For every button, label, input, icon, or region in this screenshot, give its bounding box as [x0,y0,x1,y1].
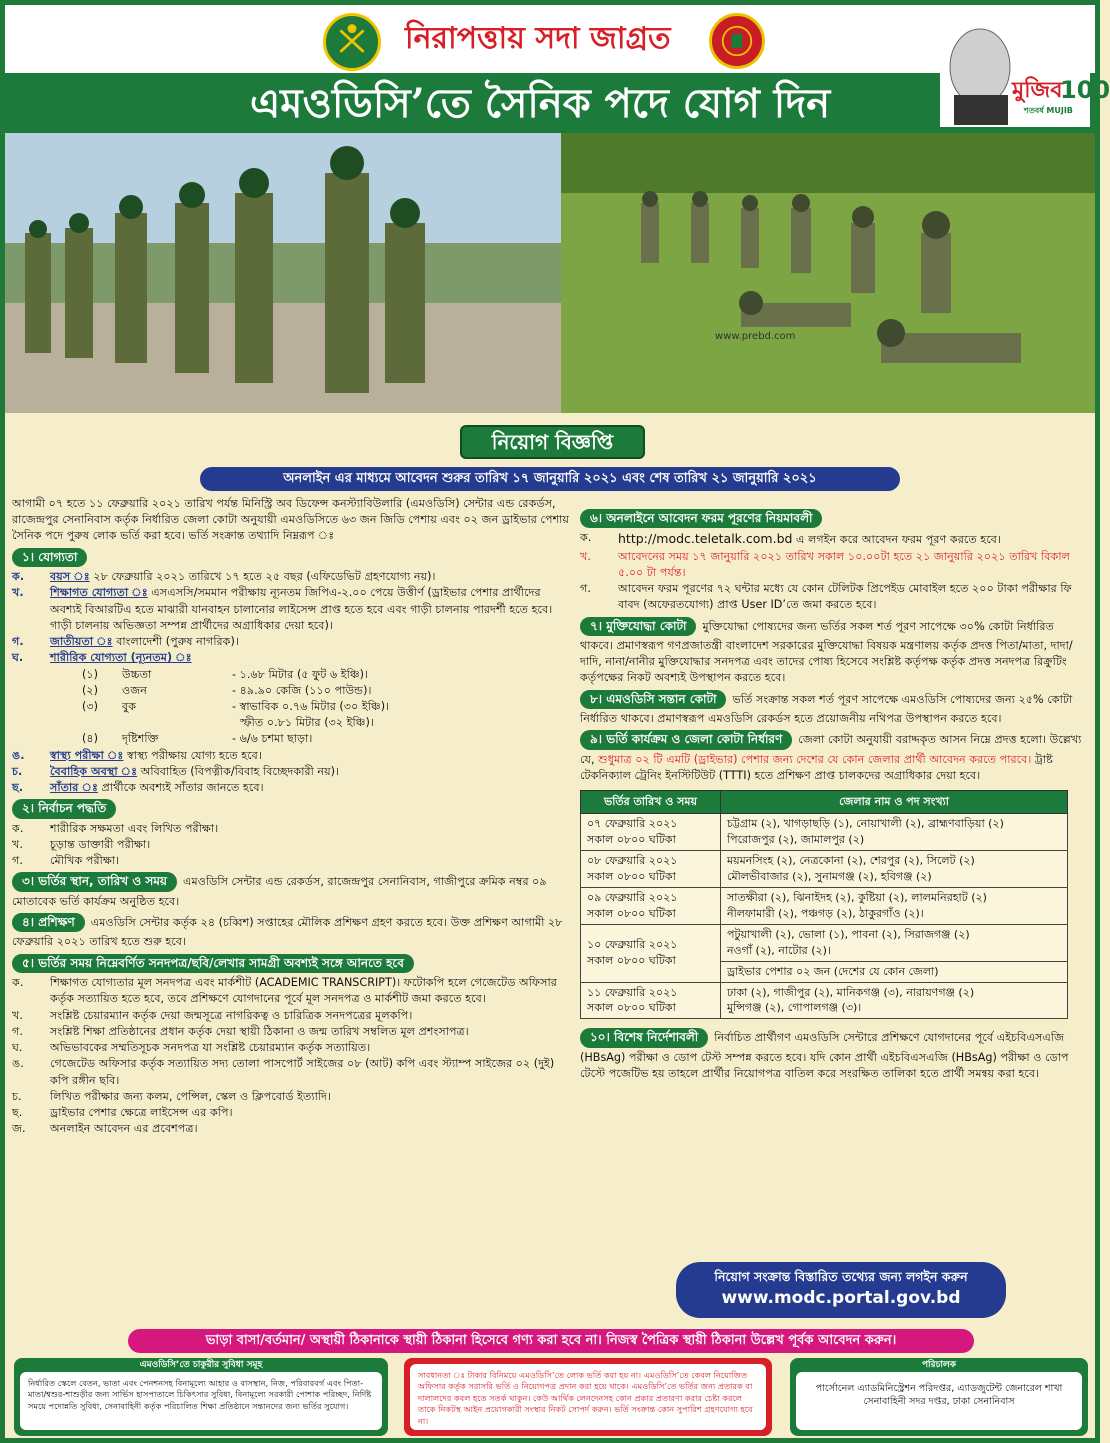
item-key: ছ. [12,1105,23,1119]
table-row [581,850,1068,887]
mujib-100-logo [940,15,1110,127]
item-text: স্বাস্থ্য পরীক্ষায় যোগ্য হতে হবে। [126,748,262,762]
list-item [12,650,572,666]
section-5-header: ৫। ভর্তির সময় নিম্নেবর্ণিত সনদপত্র/ছবি/লেখার সামগ্রী অবশ্যই সঙ্গে আনতে হবে [12,954,414,973]
item-label: বুক [122,699,137,713]
table-row [581,814,1068,851]
item-text: সংশ্লিষ্ট শিক্ষা প্রতিষ্ঠানের প্রধান কর্তৃক দেয়া স্থায়ী ঠিকানা ও জন্ম তারিখ সম্বলিত মূল প্রশংসাপত্র। [50,1024,469,1038]
portal-box [676,1262,1006,1318]
list-item [580,549,1088,581]
list-item [12,837,572,853]
notice-title-box [460,425,645,459]
section-4 [12,910,572,951]
table-cell-districts [721,850,1068,887]
item-text: প্রার্থীকে অবশ্যই সাঁতার জানতে হবে। [101,781,264,795]
list-item [12,634,572,650]
item-key: চ. [12,764,23,778]
section-10-header: ১০। বিশেষ নির্দেশাবলী [580,1028,708,1047]
section-9-header: ৯। ভর্তি কার্যক্রম ও জেলা কোটা নির্ধারণ [580,730,792,749]
table-header-districts: জেলার নাম ও পদ সংখ্যা [721,791,1068,814]
item-key: গ. [12,1024,23,1038]
row-districts: নওগাঁ (২), নাটোর (২)। [727,943,831,957]
table-cell-districts [721,982,1068,1019]
item-label: স্বাস্থ্য পরীক্ষা ঃ [50,748,124,762]
director-box [790,1358,1088,1436]
item-label: শারীরিক যোগ্যতা (ন্যূনতম) ঃ [50,651,192,665]
item-key: (১) [82,667,98,681]
item-key: ক. [12,821,24,835]
row-time: সকাল ০৮০০ ঘটিকা [587,954,676,968]
table-row [581,982,1068,1019]
table-cell-date [581,887,721,924]
row-time: সকাল ০৮০০ ঘটিকা [587,1001,676,1015]
list-item [580,530,1088,548]
table-cell-date [581,814,721,851]
section-8 [580,687,1088,728]
item-key: গ. [580,582,591,596]
item-key: ঘ. [12,651,24,665]
section-1-header: ১। যোগ্যতা [12,548,87,567]
row-districts: মুন্সিগঞ্জ (২), গোপালগঞ্জ (৩)। [727,1001,862,1015]
item-label: বয়স ঃ [50,570,90,584]
item-label: ওজন [122,683,147,697]
table-cell-districts [721,924,1068,961]
item-text: - ৪৯.৯০ কেজি (১১০ পাউন্ড)। [232,683,372,697]
table-cell-driver: ড্রাইভার পেশার ০২ জন (দেশের যে কোন জেলা) [721,961,1068,982]
physical-requirements [82,667,572,748]
section-4-header: ৪। প্রশিক্ষণ [12,913,85,932]
item-key: গ. [12,635,24,649]
section-3-text: এমওডিসি সেন্টার এন্ড রেকর্ডস, রাজেন্দ্রপুর সেনানিবাস, গাজীপুরে ক্রমিক নম্বর ০৯ মোতাবেক ভর্তি কার্যক্রম অনুষ্ঠিত হবে। [12,875,547,908]
portal-link[interactable]: www.modc.portal.gov.bd [721,1288,961,1309]
row-districts: নীলফামারী (২), পঞ্চগড় (২), ঠাকুরগাঁও (২)। [727,906,924,920]
row-time: সকাল ০৮০০ ঘটিকা [587,906,676,920]
row-date: ০৮ ফেব্রুয়ারি ২০২১ [587,853,678,867]
item-label: বৈবাহিক অবস্থা ঃ [50,764,138,778]
item-key: (৪) [82,732,98,746]
right-column [580,506,1088,1082]
section-10 [580,1025,1088,1082]
list-item [12,975,572,1007]
caution-box [404,1358,772,1436]
row-districts: পিরোজপুর (২), জামালপুর (২) [727,833,865,847]
item-text: - ১.৬৮ মিটার (৫ ফুট ৬ ইঞ্চি)। [232,667,368,681]
table-row [581,924,1068,961]
mujib-sub-text: শতবর্ষ MUJIB [1024,106,1073,115]
item-key: খ. [12,838,23,851]
selection-list [12,821,572,870]
list-item [82,715,572,731]
list-item [12,569,572,585]
row-districts: মৌলভীবাজার (২), সুনামগঞ্জ (২), হবিগঞ্জ (২) [727,869,932,883]
table-cell-date [581,850,721,887]
qualification-list [12,569,572,796]
item-text: শারীরিক সক্ষমতা এবং লিখিত পরীক্ষা। [50,821,219,835]
table-cell-date [581,924,721,982]
list-item [12,1121,572,1137]
row-districts: ময়মনসিংহ (২), নেত্রকোনা (২), শেরপুর (২), সিলেট (২) [727,853,975,867]
notice-title: নিয়োগ বিজ্ঞপ্তি [491,430,614,454]
modc-emblem-icon [709,13,765,69]
list-item [580,581,1088,613]
item-key: গ. [12,854,23,868]
row-districts: সাতক্ষীরা (২), ঝিনাইদহ (২), কুষ্টিয়া (২), লালমনিরহাট (২) [727,890,987,904]
item-text: এসএসসি/সমমান পরীক্ষায় ন্যূনতম জিপিএ-২.০০ পেয়ে উত্তীর্ণ (ড্রাইভার পেশার প্রার্থীদের অবশ্যই বিআরটিএ হতে মাঝারী যানবাহন চালানোর লাইসেন্স প্রাপ্ত হতে হবে এবং গাড়ী চালনায় পারদর্শী হতে হবে। গাড়ী চালনায় অভিজ্ঞতা সম্পন্ন প্রার্থীদের অগ্রাধিকার দেয়া হবে)। [50,586,553,632]
item-key: ছ. [12,781,24,795]
portal-text: নিয়োগ সংক্রান্ত বিস্তারিত তথ্যের জন্য লগইন করুন [714,1269,968,1284]
row-time: সকাল ০৮০০ ঘটিকা [587,833,676,847]
item-key: খ. [12,1008,23,1022]
row-districts: পটুয়াখালী (২), ভোলা (১), পাবনা (২), সিরাজগঞ্জ (২) [727,927,970,941]
section-9-text-b: ট্রাষ্ট টেকনিক্যাল ট্রেনিং ইনস্টিটিউট (TTTI) হতে প্রশিক্ষণ প্রাপ্ত চালকদের অগ্রাধিকার দেয়া হবে। [580,752,1053,782]
item-key: জ. [12,1122,26,1136]
photo-row [5,133,1095,413]
list-item [12,1056,572,1088]
row-districts: ঢাকা (২), গাজীপুর (২), মানিকগঞ্জ (৩), নারায়ণগঞ্জ (২) [727,985,975,999]
mujib-text: মুজিব [1012,77,1063,103]
item-key: (৩) [82,699,99,713]
director-line-1: পার্সোনেল এ্যাডমিনিস্ট্রেশন পরিদপ্তর, এ্যাডজুটেন্ট জেনারেল শাখা [815,1383,1063,1394]
section-9-highlight: শুধুমাত্র ০২ টি এমটি (ড্রাইভার) পেশার জন্য দেশের যে কোন জেলার প্রার্থী আবেদন করতে পারবে। [598,752,1032,766]
section-9 [580,727,1088,784]
item-text: বাংলাদেশী (পুরুষ নাগরিক)। [116,635,239,649]
list-item [12,1089,572,1105]
row-date: ০৭ ফেব্রুয়ারি ২০২১ [587,817,678,831]
director-line-2: সেনাবাহিনী সদর দপ্তর, ঢাকা সেনানিবাস [863,1396,1015,1408]
item-text: শিক্ষাগত যোগ্যতার মূল সনদপত্র এবং মার্কশীট (ACADEMIC TRANSCRIPT)। ফটোকপি হলে গেজেটেড অফিসার কর্তৃক সত্যায়িত হতে হবে, তবে প্রশিক্ষণে যোগদানের পূর্বে মূল সনদপত্র ও মার্কশীট জমা করতে হবে। [50,976,557,1006]
section-3-header: ৩। ভর্তির স্থান, তারিখ ও সময় [12,872,177,891]
table-cell-date [581,982,721,1019]
row-districts: চট্টগ্রাম (২), খাগড়াছড়ি (১), নোয়াখালী (২), ব্রাহ্মণবাড়িয়া (২) [727,817,1004,831]
benefits-text: নির্ধারিত স্কেলে বেতন, ভাতা এবং পেনশনসহ বিনামূল্যে আহার ও বাসস্থান, নিজ, পরিবারবর্গ এবং পিতা-মাতা/শ্বশুর-শাশুড়ীর জন্য সার্ভিস হাসপাতালে চিকিৎসার সুবিধা, বিনামূল্যে সরকারী পোশাক পরিচ্ছদ, নির্দিষ্ট সময়ে পদোন্নতি সুবিধা, সেনাবাহিনী কর্তৃক পরিচালিত শিক্ষা প্রতিষ্ঠানে সন্তানদের জন্য ভর্তির সুযোগ। [20,1372,382,1430]
item-text: মৌখিক পরীক্ষা। [50,854,120,868]
item-text: ২৮ ফেব্রুয়ারি ২০২১ তারিখে ১৭ হতে ২৫ বছর (এফিডেভিট গ্রহণযোগ্য নয়)। [93,570,436,584]
teletalk-link[interactable]: http://modc.teletalk.com.bd [618,531,793,547]
slogan: নিরাপত্তায় সদা জাগ্রত [405,21,671,56]
district-quota-table [580,790,1068,1019]
left-column [12,496,572,1137]
army-emblem-icon [323,13,381,71]
section-8-header: ৮। এমওডিসি সন্তান কোটা [580,690,726,709]
caution-text: সাবধানতা ঃ টাকার বিনিময়ে এমওডিসি’তে লোক ভর্তি করা হয় না। এমওডিসি’তে কেবল নিয়োজিত অফিসার কর্তৃক সরাসরি ভর্তি ও নিয়োগপত্র প্রদান করা হয়ে থাকে। এমওডিসি’তে ভর্তির জন্য প্রতারক বা দালালদের কবল হতে সতর্ক থাকুন। কেউ আর্থিক লেনদেনসহ কোন প্রকার প্রতারণা করার চেষ্টা করলে তাকে নিকটস্থ আইন প্রয়োগকারী সংস্থার নিকট সোপর্দ করুন। ভর্তি সংক্রান্ত কোন সুপারিশ গ্রহণযোগ্য হবে না। [410,1364,766,1430]
benefits-box [14,1358,388,1436]
section-6-header: ৬। অনলাইনে আবেদন ফরম পূরণের নিয়মাবলী [580,509,822,528]
section-8-text: ভর্তি সংক্রান্ত সকল শর্ত পূরণ সাপেক্ষে এমওডিসি পোষ্যদের জন্য ২৫% কোটা নির্ধারিত থাকবে। প্রমাণস্বরূপ এমওডিসি রেকর্ডস হতে প্রয়োজনীয় নথিপত্র উপস্থাপন করতে হবে। [580,692,1073,726]
item-text: অভিভাবকের সম্মতিসূচক সনদপত্র যা সংশ্লিষ্ট চেয়ারম্যান কর্তৃক সত্যায়িত। [50,1041,371,1055]
mujib-100-text: 100 [1060,76,1110,104]
director-address [796,1372,1082,1430]
list-item [12,1008,572,1024]
list-item [12,853,572,869]
table-header-row [581,791,1068,814]
list-item [12,1040,572,1056]
row-date: ০৯ ফেব্রুয়ারি ২০২১ [587,890,678,904]
item-text: লিখিত পরীক্ষার জন্য কলম, পেন্সিল, স্কেল ও ক্লিপবোর্ড ইত্যাদি। [50,1089,331,1103]
section-7-text: মুক্তিযোদ্ধা পোষ্যদের জন্য ভর্তির সকল শর্ত পূরণ সাপেক্ষে ৩০% কোটা নির্ধারিত থাকবে। প্রমাণস্বরূপ গণপ্রজাতন্ত্রী বাংলাদেশ সরকারের মুক্তিযোদ্ধা বিষয়ক মন্ত্রণালয় কর্তৃক প্রদত্ত পিতা/মাতা, দাদা/দাদি, নানা/নানীর মুক্তিযোদ্ধার সনদপত্র এবং তাদের পোষ্য হিসেবে সংশ্লিষ্ট কর্তৃপক্ষ কর্তৃক প্রদত্ত সনদপত্র রিক্রুটিং কর্তৃপক্ষের নিকট অবশ্যই উপস্থাপন করতে হবে। [580,619,1073,685]
list-item [12,1105,572,1121]
director-title: পরিচালক [921,1360,957,1370]
list-item [12,821,572,837]
list-item [82,731,572,747]
row-date: ১০ ফেব্রুয়ারি ২০২১ [587,938,678,952]
item-key: ক. [580,531,592,545]
item-key [82,715,122,731]
item-label: দৃষ্টিশক্তি [122,732,159,746]
item-key: ঘ. [12,1041,23,1055]
address-warning-banner: ভাড়া বাসা/বর্তমান/ অস্থায়ী ঠিকানাকে স্থায়ী ঠিকানা হিসেবে গণ্য করা হবে না। নিজস্ব পৈত্রিক স্থায়ী ঠিকানা উল্লেখ পূর্বক আবেদন করুন। [128,1329,974,1353]
table-cell-districts [721,887,1068,924]
row-date: ১১ ফেব্রুয়ারি ২০২১ [587,985,678,999]
item-text: অবিবাহিত (বিপত্নীক/বিবাহ বিচ্ছেদকারী নয়)। [140,764,340,778]
section-10-text: নির্বাচিত প্রার্থীগণ এমওডিসি সেন্টারে প্রশিক্ষণে যোগদানের পূর্বে এইচবিএসএজি (HBsAg) পরীক্ষা ও ডোপ টেস্ট সম্পন্ন করতে হবে। যদি কোন প্রার্থী এইচবিএসএজি (HBsAg) পরীক্ষা ও ডোপ টেস্টে পজেটিভ হয় তাহলে প্রার্থীর নিয়োগপত্র বাতিল করে সংরক্ষিত তালিকা হতে প্রার্থী সমন্বয় করা হবে। [580,1031,1069,1081]
benefits-title: এমওডিসি’তে চাকুরীর সুবিধা সমূহ [139,1360,263,1370]
documents-list [12,975,572,1137]
section-3 [12,869,572,910]
soldiers-parade-photo [5,133,561,413]
section-4-text: এমওডিসি সেন্টার কর্তৃক ২৪ (চব্বিশ) সপ্তাহের মৌলিক প্রশিক্ষণ গ্রহণ করতে হবে। উক্ত প্রশিক্ষণ আগামী ২৮ ফেব্রুয়ারি ২০২১ তারিখ হতে শুরু হবে। [12,916,563,949]
list-item [12,585,572,634]
list-item [82,699,572,715]
item-text: সংশ্লিষ্ট চেয়ারম্যান কর্তৃক দেয়া জন্মসূত্রে নাগরিকত্ব ও চারিত্রিক সনদপত্রের মূলকপি। [50,1008,413,1022]
list-item [82,683,572,699]
item-key: ঙ. [12,748,25,762]
section-7-header: ৭। মুক্তিযোদ্ধা কোটা [580,617,696,636]
item-key: চ. [12,1089,22,1103]
item-label: জাতীয়তা ঃ [50,635,113,649]
item-text: আবেদন ফরম পূরণের ৭২ ঘন্টার মধ্যে যে কোন টেলিটক প্রিপেইড মোবাইল হতে ২০০ টাকা পরীক্ষার ফি বাবদ (অফেরতযোগ্য) প্রাপ্ত User ID’তে জমা করতে হবে। [618,582,1072,612]
item-text: চূড়ান্ত ডাক্তারী পরীক্ষা। [50,838,151,851]
item-label [122,715,232,731]
intro-text: আগামী ০৭ হতে ১১ ফেব্রুয়ারি ২০২১ তারিখ পর্যন্ত মিনিস্ট্রি অব ডিফেন্স কনস্ট্যাবিউলারি (এমওডিসি) সেন্টার এন্ড রেকর্ডস, রাজেন্দ্রপুর সেনানিবাস কর্তৃক নির্ধারিত জেলা কোটা অনুযায়ী এমওডিসিতে ৬৩ জন জিডি পেশায় এবং ০২ জন ড্রাইভার পেশায় সৈনিক পদে পুরুষ লোক ভর্তি করা হবে। ভর্তি সংক্রান্ত তথ্যাদি নিম্নরূপ ঃ [12,497,570,543]
section-9-text: জেলা কোটা অনুযায়ী বরাদ্দকৃত আসন নিম্নে প্রদত্ত হলো। উল্লেখ্য যে, [580,733,1082,766]
soldiers-training-photo [561,133,1095,413]
item-key: ক. [12,976,24,990]
table-header-date: ভর্তির তারিখ ও সময় [581,791,721,814]
item-text: - ৬/৬ চশমা ছাড়া। [232,732,313,746]
table-cell-districts [721,814,1068,851]
item-text: - স্বাভাবিক ০.৭৬ মিটার (৩০ ইঞ্চি)। [232,699,390,713]
list-item [82,667,572,683]
section-2-header: ২। নির্বাচন পদ্ধতি [12,799,116,818]
item-key: খ. [580,549,591,563]
watermark: www.prebd.com [715,331,796,342]
item-text: আবেদনের সময় ১৭ জানুয়ারি ২০২১ তারিখ সকাল ১০.০০টা হতে ২১ জানুয়ারি ২০২১ তারিখ বিকাল ৫.০০ টা পর্যন্ত। [618,549,1070,579]
header [5,5,1110,133]
item-label: শিক্ষাগত যোগ্যতা ঃ [50,586,148,600]
date-banner: অনলাইন এর মাধ্যমে আবেদন শুরুর তারিখ ১৭ জানুয়ারি ২০২১ এবং শেষ তারিখ ২১ জানুয়ারি ২০২১ [200,467,900,491]
item-text: স্ফীত ০.৮১ মিটার (৩২ ইঞ্চি)। [240,716,374,730]
list-item [12,1024,572,1040]
table-row [581,887,1068,924]
row-time: সকাল ০৮০০ ঘটিকা [587,869,676,883]
list-item [12,780,572,796]
item-text: এ লগইন করে আবেদন ফরম পূরণ করতে হবে। [796,533,1001,547]
item-key: ক. [12,570,25,584]
item-text: অনলাইন আবেদন এর প্রবেশপত্র। [50,1122,198,1136]
section-7 [580,614,1088,687]
item-text: গেজেটেড অফিসার কর্তৃক সত্যায়িত সদ্য তোলা পাসপোর্ট সাইজের ০৮ (আট) কপি এবং স্ট্যাম্প সাইজের ০২ (দুই) কপি রঙ্গীন ছবি। [50,1057,555,1087]
item-label: উচ্চতা [122,667,152,681]
item-text: ড্রাইভার পেশার ক্ষেত্রে লাইসেন্স এর কপি। [50,1105,233,1119]
list-item [12,764,572,780]
main-title: এমওডিসি’তে সৈনিক পদে যোগ দিন [249,80,831,127]
item-label: সাঁতার ঃ [50,781,98,795]
item-key: (২) [82,683,99,697]
item-key: ঙ. [12,1057,24,1071]
item-key: খ. [12,586,24,600]
list-item [12,748,572,764]
